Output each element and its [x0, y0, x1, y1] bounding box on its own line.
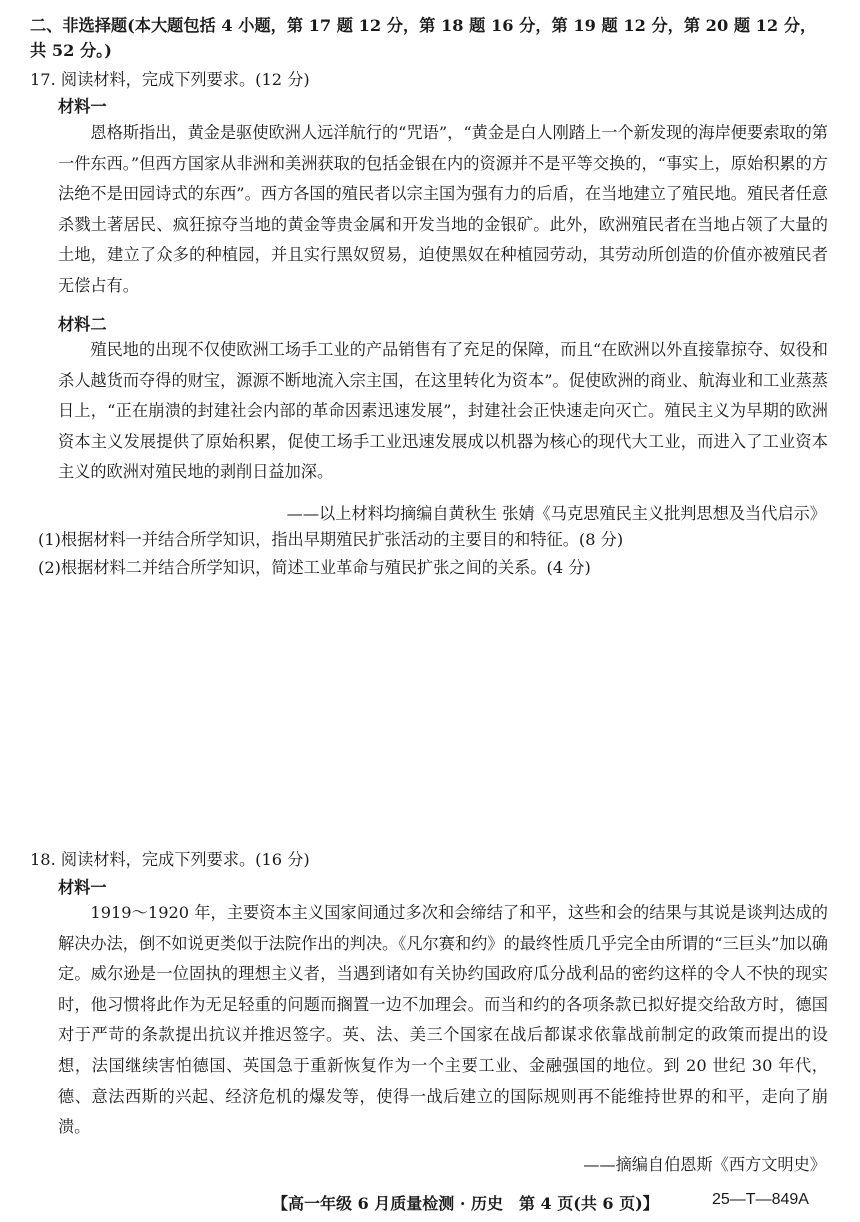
- section-title-continued: 共 52 分。): [30, 41, 112, 60]
- q17-subquestion-2: (2)根据材料二并结合所学知识，简述工业革命与殖民扩张之间的关系。(4 分): [38, 558, 591, 577]
- q18-source: ——摘编自伯恩斯《西方文明史》: [583, 1155, 826, 1174]
- section-title: 二、非选择题(本大题包括 4 小题，第 17 题 12 分，第 18 题 16 分，第 19 题 12 分，第 20 题 12 分，: [30, 16, 817, 35]
- q17-material-2-text: 殖民地的出现不仅使欧洲工场手工业的产品销售有了充足的保障，而且“在欧洲以外直接靠掠夺、奴役和杀人越货而夺得的财宝，源源不断地流入宗主国，在这里转化为资本”。促使欧洲的商业、航海业和工业蒸蒸日上，“正在崩溃的封建社会内部的革命因素迅速发展”，封建社会正快速走向灭亡。殖民主义为早期的欧洲资本主义发展提供了原始积累，促使工场手工业迅速发展成以机器为核心的现代大工业，而进入了工业资本主义的欧洲对殖民地的剥削日益加深。: [58, 340, 828, 482]
- question-18-title: 18. 阅读材料，完成下列要求。(16 分): [30, 850, 310, 869]
- q17-subquestion-1: (1)根据材料一并结合所学知识，指出早期殖民扩张活动的主要目的和特征。(8 分): [38, 530, 624, 549]
- q18-material-1-text: 1919～1920 年，主要资本主义国家间通过多次和会缔结了和平，这些和会的结果与其说是谈判达成的解决办法，倒不如说更类似于法院作出的判决。《凡尔赛和约》的最终性质几乎完全由所谓的“三巨头”加以确定。威尔逊是一位固执的理想主义者，当遇到诸如有关协约国政府瓜分战利品的密约这样的令人不快的现实时，他习惯将此作为无足轻重的问题而搁置一边不加理会。而当和约的各项条款已拟好提交给敌方时，德国对于严苛的条款提出抗议并推迟签字。英、法、美三个国家在战后都谋求依靠战前制定的政策而提出的设想，法国继续害怕德国、英国急于重新恢复作为一个主要工业、金融强国的地位。到 20 世纪 30 年代，德、意法西斯的兴起、经济危机的爆发等，使得一战后建立的国际规则再不能维持世界的和平，走向了崩溃。: [58, 903, 828, 1137]
- answer-space[interactable]: [30, 590, 830, 840]
- q17-material-1-text: 恩格斯指出，黄金是驱使欧洲人远洋航行的“咒语”，“黄金是白人刚踏上一个新发现的海岸便要索取的第一件东西。”但西方国家从非洲和美洲获取的包括金银在内的资源并不是平等交换的，“事实上，原始积累的方法绝不是田园诗式的东西”。西方各国的殖民者以宗主国为强有力的后盾，在当地建立了殖民地。殖民者任意杀戮土著居民、疯狂掠夺当地的黄金等贵金属和开发当地的金银矿。此外，欧洲殖民者在当地占领了大量的土地，建立了众多的种植园，并且实行黑奴贸易，迫使黑奴在种植园劳动，其劳动所创造的价值亦被殖民者无偿占有。: [58, 123, 828, 295]
- q17-source: ——以上材料均摘编自黄秋生 张婧《马克思殖民主义批判思想及当代启示》: [286, 504, 826, 523]
- q18-material-1-label: 材料一: [58, 878, 107, 897]
- question-17-title: 17. 阅读材料，完成下列要求。(12 分): [30, 70, 310, 89]
- q17-material-1-label: 材料一: [58, 97, 107, 116]
- paper-code: 25—T—849A: [712, 1191, 809, 1208]
- page-footer: 【高一年级 6 月质量检测 · 历史 第 4 页(共 6 页)】: [272, 1194, 659, 1213]
- q17-material-2-label: 材料二: [58, 315, 107, 334]
